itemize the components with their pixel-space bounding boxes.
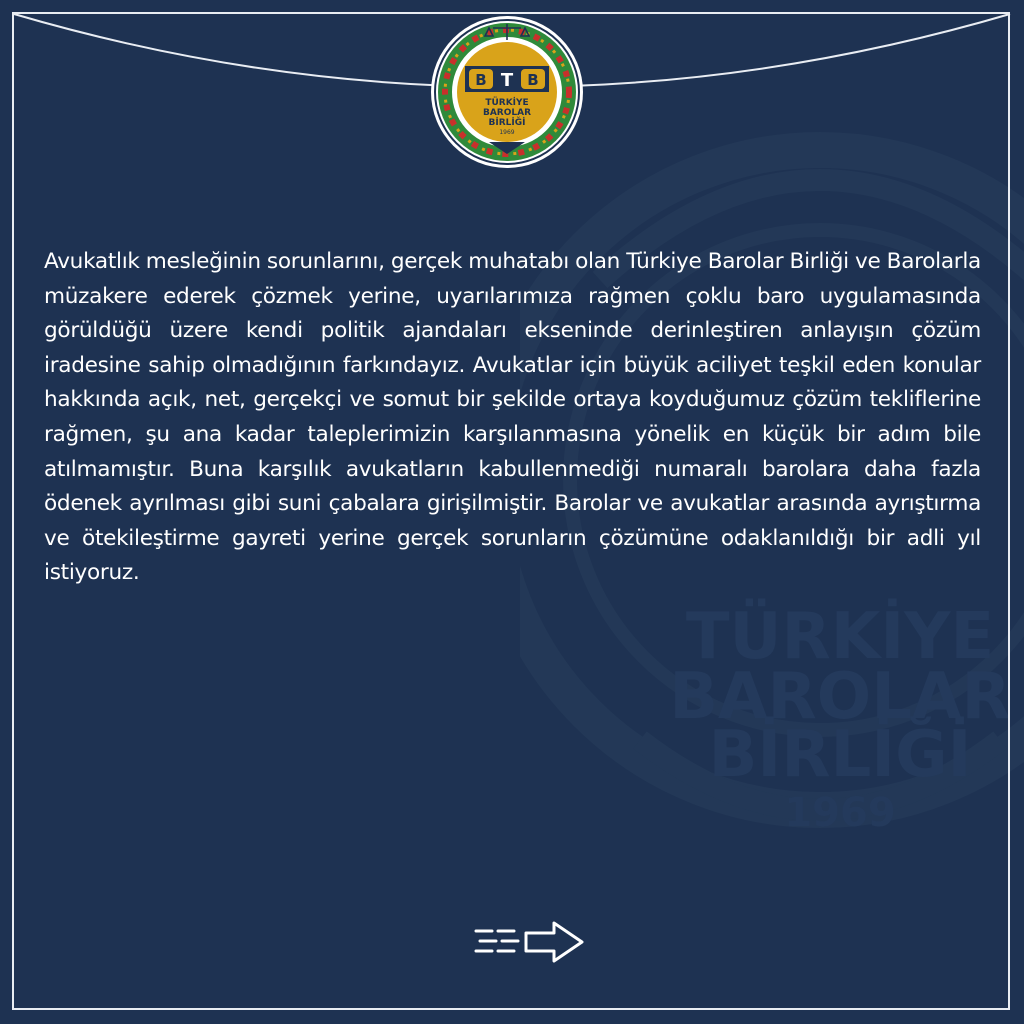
watermark-year: 1969 <box>784 790 896 836</box>
statement-text: Avukatlık mesleğinin sorunlarını, gerçek muhatabı olan Türkiye Barolar Birliği ve Barolarla müzakere ederek çözmek yerine, uyarılarımıza rağmen çoklu baro uygulamasında görüldüğü üzere kendi politik ajandaları ekseninde derinleştiren anlayışın çözüm iradesine sahip olmadığının farkındayız. Avukatlar için büyük aciliyet teşkil eden konular hakkında açık, net, gerçekçi ve somut bir şekilde ortaya koyduğumuz çözüm tekliflerine rağmen, şu ana kadar taleplerimizin karşılanmasına yönelik en küçük bir adım bile atılmamıştır. Buna karşılık avukatların kabullenmediği numaralı barolara daha fazla ödenek ayrılması gibi suni çabalara girişilmiştir. Barolar ve avukatlar arasında ayrıştırma ve ötekileştirme gayreti yerine gerçek sorunların çözümüne odaklanıldığı bir adli yıl istiyoruz. <box>44 249 981 586</box>
logo-line-2: BAROLAR <box>482 108 532 118</box>
watermark-line-1: TÜRKİYE <box>685 600 995 674</box>
logo-year: 1969 <box>499 129 515 136</box>
svg-text:B: B <box>475 71 487 89</box>
watermark-line-3: BİRLİĞİ <box>708 718 972 792</box>
watermark-line-2: BAROLAR <box>669 660 1011 734</box>
logo-line-3: BİRLİĞİ <box>488 118 526 128</box>
next-arrow-icon[interactable] <box>470 917 590 967</box>
turkiye-barolar-birligi-logo-icon <box>429 14 585 170</box>
svg-text:T: T <box>500 70 514 91</box>
logo-line-1: TÜRKİYE <box>485 98 529 108</box>
svg-text:B: B <box>527 71 539 89</box>
